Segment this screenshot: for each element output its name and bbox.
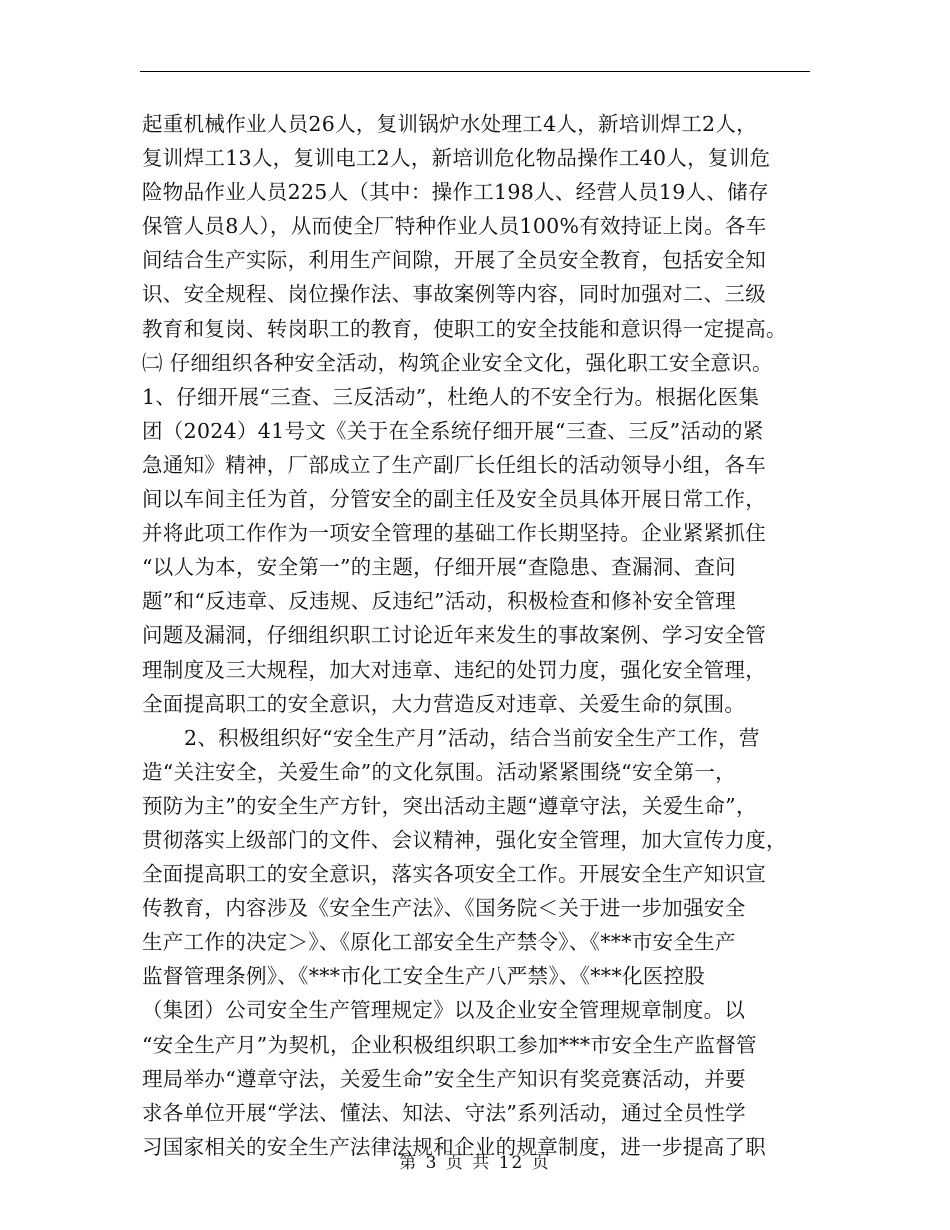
text-line: “安全生产月”为契机，企业积极组织职工参加***市安全生产监督管: [142, 1032, 757, 1057]
text-line: 习国家相关的安全生产法律法规和企业的规章制度，进一步提高了职: [142, 1134, 766, 1159]
text-line: 险物品作业人员225人（其中：操作工198人、经营人员19人、储存: [142, 180, 769, 205]
text-line: 贯彻落实上级部门的文件、会议精神，强化安全管理，加大宣传力度，: [142, 827, 787, 852]
text-line: 教育和复岗、转岗职工的教育，使职工的安全技能和意识得一定提高。: [142, 316, 787, 341]
text-line: 间结合生产实际，利用生产间隙，开展了全员安全教育，包括安全知: [142, 248, 766, 273]
text-line: 并将此项工作作为一项安全管理的基础工作长期坚持。企业紧紧抓住: [142, 521, 766, 546]
text-line: 保管人员8人），从而使全厂特种作业人员100%有效持证上岗。各车: [142, 214, 767, 239]
text-line: （集团）公司安全生产管理规定》以及企业安全管理规章制度。以: [142, 998, 746, 1023]
text-line: “以人为本，安全第一”的主题，仔细开展“查隐患、查漏洞、查问: [142, 555, 736, 580]
text-line: 1、仔细开展“三查、三反活动”，杜绝人的不安全行为。根据化医集: [142, 384, 760, 409]
text-line: 全面提高职工的安全意识，落实各项安全工作。开展安全生产知识宣: [142, 862, 766, 887]
text-line: 间以车间主任为首，分管安全的副主任及安全员具体开展日常工作，: [142, 487, 766, 512]
text-line: 理制度及三大规程，加大对违章、违纪的处罚力度，强化安全管理，: [142, 657, 766, 682]
text-line: 生产工作的决定＞》、《原化工部安全生产禁令》、《***市安全生产: [142, 930, 736, 955]
text-line: 造“关注安全，关爱生命”的文化氛围。活动紧紧围绕“安全第一，: [142, 759, 736, 784]
section-heading: ㈡ 仔细组织各种安全活动，构筑企业安全文化，强化职工安全意识。: [142, 350, 773, 375]
text-line: 预防为主”的安全生产方针，突出活动主题“遵章守法，关爱生命”，: [142, 793, 757, 818]
paragraph-start-line: 2、积极组织好“安全生产月”活动，结合当前安全生产工作，营: [184, 725, 760, 750]
text-line: 监督管理条例》、《***市化工安全生产八严禁》、《***化医控股: [142, 964, 706, 989]
text-line: 求各单位开展“学法、懂法、知法、守法”系列活动，通过全员性学: [142, 1100, 746, 1125]
text-line: 团（2024）41号文《关于在全系统仔细开展“三查、三反”活动的紧: [142, 418, 764, 443]
text-line: 题”和“反违章、反违规、反违纪”活动，积极检查和修补安全管理: [142, 589, 736, 614]
text-line: 全面提高职工的安全意识，大力营造反对违章、关爱生命的氛围。: [142, 691, 746, 716]
text-line: 理局举办“遵章守法，关爱生命”安全生产知识有奖竞赛活动，并要: [142, 1066, 746, 1091]
text-line: 起重机械作业人员26人，复训锅炉水处理工4人，新培训焊工2人，: [142, 112, 757, 136]
header-rule: [140, 71, 810, 72]
text-line: 复训焊工13人，复训电工2人，新培训危化物品操作工40人，复训危: [142, 146, 771, 171]
text-line: 问题及漏洞，仔细组织职工讨论近年来发生的事故案例、学习安全管: [142, 623, 766, 648]
text-line: 识、安全规程、岗位操作法、事故案例等内容，同时加强对二、三级: [142, 282, 766, 307]
text-line: 急通知》精神，厂部成立了生产副厂长任组长的活动领导小组，各车: [142, 452, 766, 477]
text-line: 传教育，内容涉及《安全生产法》、《国务院＜关于进一步加强安全: [142, 896, 746, 921]
body-text: [142, 107, 810, 1164]
page-number-footer: 第 3 页 共 12 页: [399, 1153, 551, 1173]
